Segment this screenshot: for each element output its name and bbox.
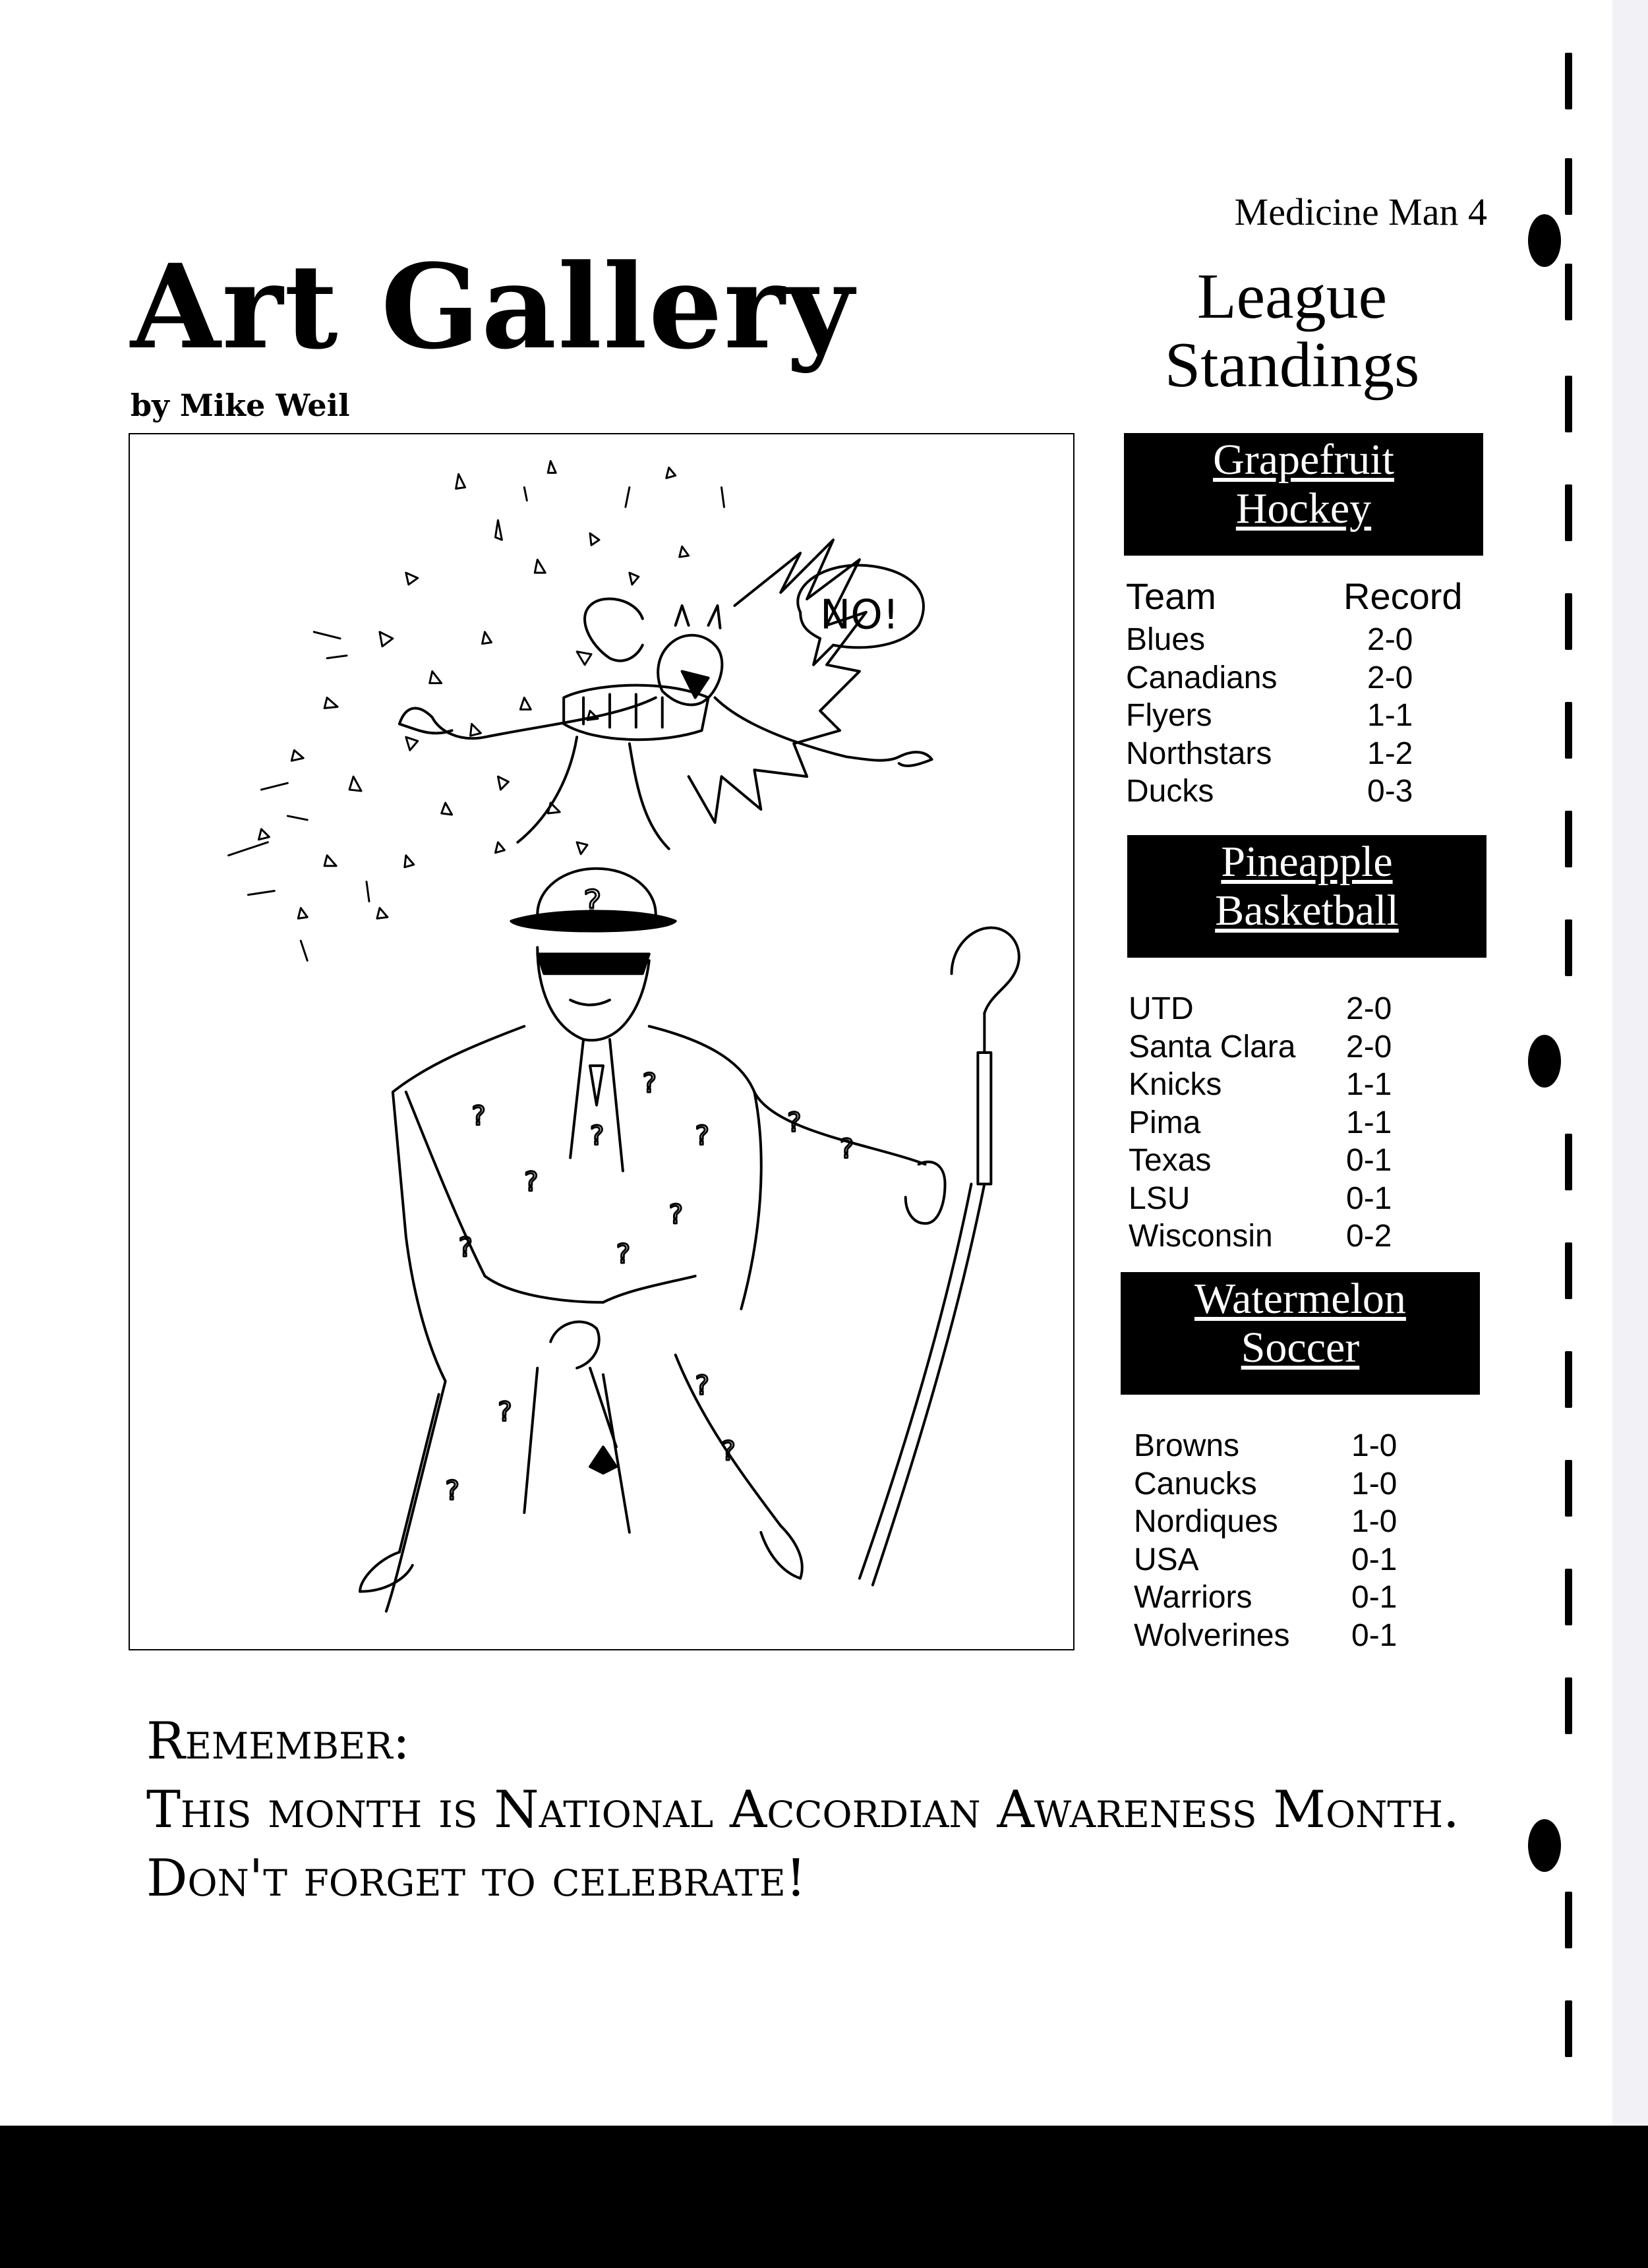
reminder-line: This month is National Accordian Awareness Month.	[146, 1780, 1459, 1840]
table-row: Northstars 1-2	[1126, 736, 1413, 771]
table-row: Texas 0-1	[1129, 1143, 1392, 1178]
reminder-line: Don't forget to celebrate!	[146, 1849, 807, 1908]
standings-table-basketball	[1129, 990, 1465, 1256]
svg-text:?: ?	[590, 1120, 604, 1151]
riddler-figure	[360, 869, 1019, 1612]
reminder-block	[146, 1707, 1459, 1913]
table-row: Santa Clara 2-0	[1129, 1029, 1392, 1064]
table-row: Browns 1-0	[1134, 1428, 1398, 1463]
table-row: Knicks 1-1	[1129, 1067, 1392, 1102]
team-column-header: Team	[1126, 575, 1216, 617]
batman-figure	[399, 540, 932, 849]
table-row: Nordiques 1-0	[1134, 1504, 1398, 1539]
issue-label: Medicine Man 4	[1234, 190, 1487, 233]
svg-text:?: ?	[721, 1436, 736, 1467]
glass-shards	[229, 461, 724, 960]
speech-bubble-text: NO!	[820, 591, 899, 639]
riddler-batman-drawing	[130, 434, 1073, 1649]
svg-text:?: ?	[668, 1200, 683, 1231]
table-row: USA 0-1	[1134, 1542, 1398, 1577]
table-header-row	[1126, 572, 1486, 621]
svg-text:?: ?	[616, 1239, 631, 1270]
svg-text:?: ?	[498, 1397, 512, 1428]
standings-table-soccer	[1134, 1427, 1470, 1654]
league-standings-title: League Standings	[1164, 261, 1420, 401]
svg-text:?: ?	[695, 1120, 709, 1151]
table-row: Wisconsin 0-2	[1129, 1219, 1392, 1254]
table-row: Blues 2-0	[1126, 622, 1413, 657]
illustration-frame	[129, 433, 1074, 1650]
section-header-pineapple-basketball: Pineapple Basketball	[1127, 835, 1486, 958]
section-header-watermelon-soccer: Watermelon Soccer	[1121, 1272, 1480, 1395]
table-row: Flyers 1-1	[1126, 698, 1413, 733]
svg-text:?: ?	[445, 1476, 459, 1507]
table-row: Wolverines 0-1	[1134, 1617, 1398, 1653]
table-row: UTD 2-0	[1129, 991, 1392, 1026]
svg-text:?: ?	[583, 883, 602, 923]
table-row: Canadians 2-0	[1126, 660, 1413, 695]
svg-text:?: ?	[524, 1167, 539, 1198]
standings-table-hockey	[1126, 572, 1486, 811]
svg-text:?: ?	[458, 1233, 473, 1264]
svg-text:?: ?	[787, 1107, 802, 1138]
scan-background	[0, 2126, 1648, 2268]
table-row: LSU 0-1	[1129, 1180, 1392, 1216]
article-byline: by Mike Weil	[131, 388, 350, 423]
section-header-grapefruit-hockey: Grapefruit Hockey	[1124, 433, 1483, 556]
svg-text:?: ?	[839, 1134, 854, 1165]
record-column-header: Record	[1343, 575, 1463, 617]
table-row: Canucks 1-0	[1134, 1466, 1398, 1501]
svg-text:?: ?	[695, 1370, 709, 1401]
table-row: Pima 1-1	[1129, 1105, 1392, 1140]
reminder-heading: Remember:	[146, 1712, 410, 1771]
table-row: Ducks 0-3	[1126, 774, 1413, 809]
article-title: Art Gallery	[131, 239, 855, 375]
svg-text:?: ?	[471, 1101, 486, 1132]
page-edge	[1612, 0, 1648, 2126]
svg-text:?: ?	[642, 1068, 657, 1099]
table-row: Warriors 0-1	[1134, 1580, 1398, 1615]
